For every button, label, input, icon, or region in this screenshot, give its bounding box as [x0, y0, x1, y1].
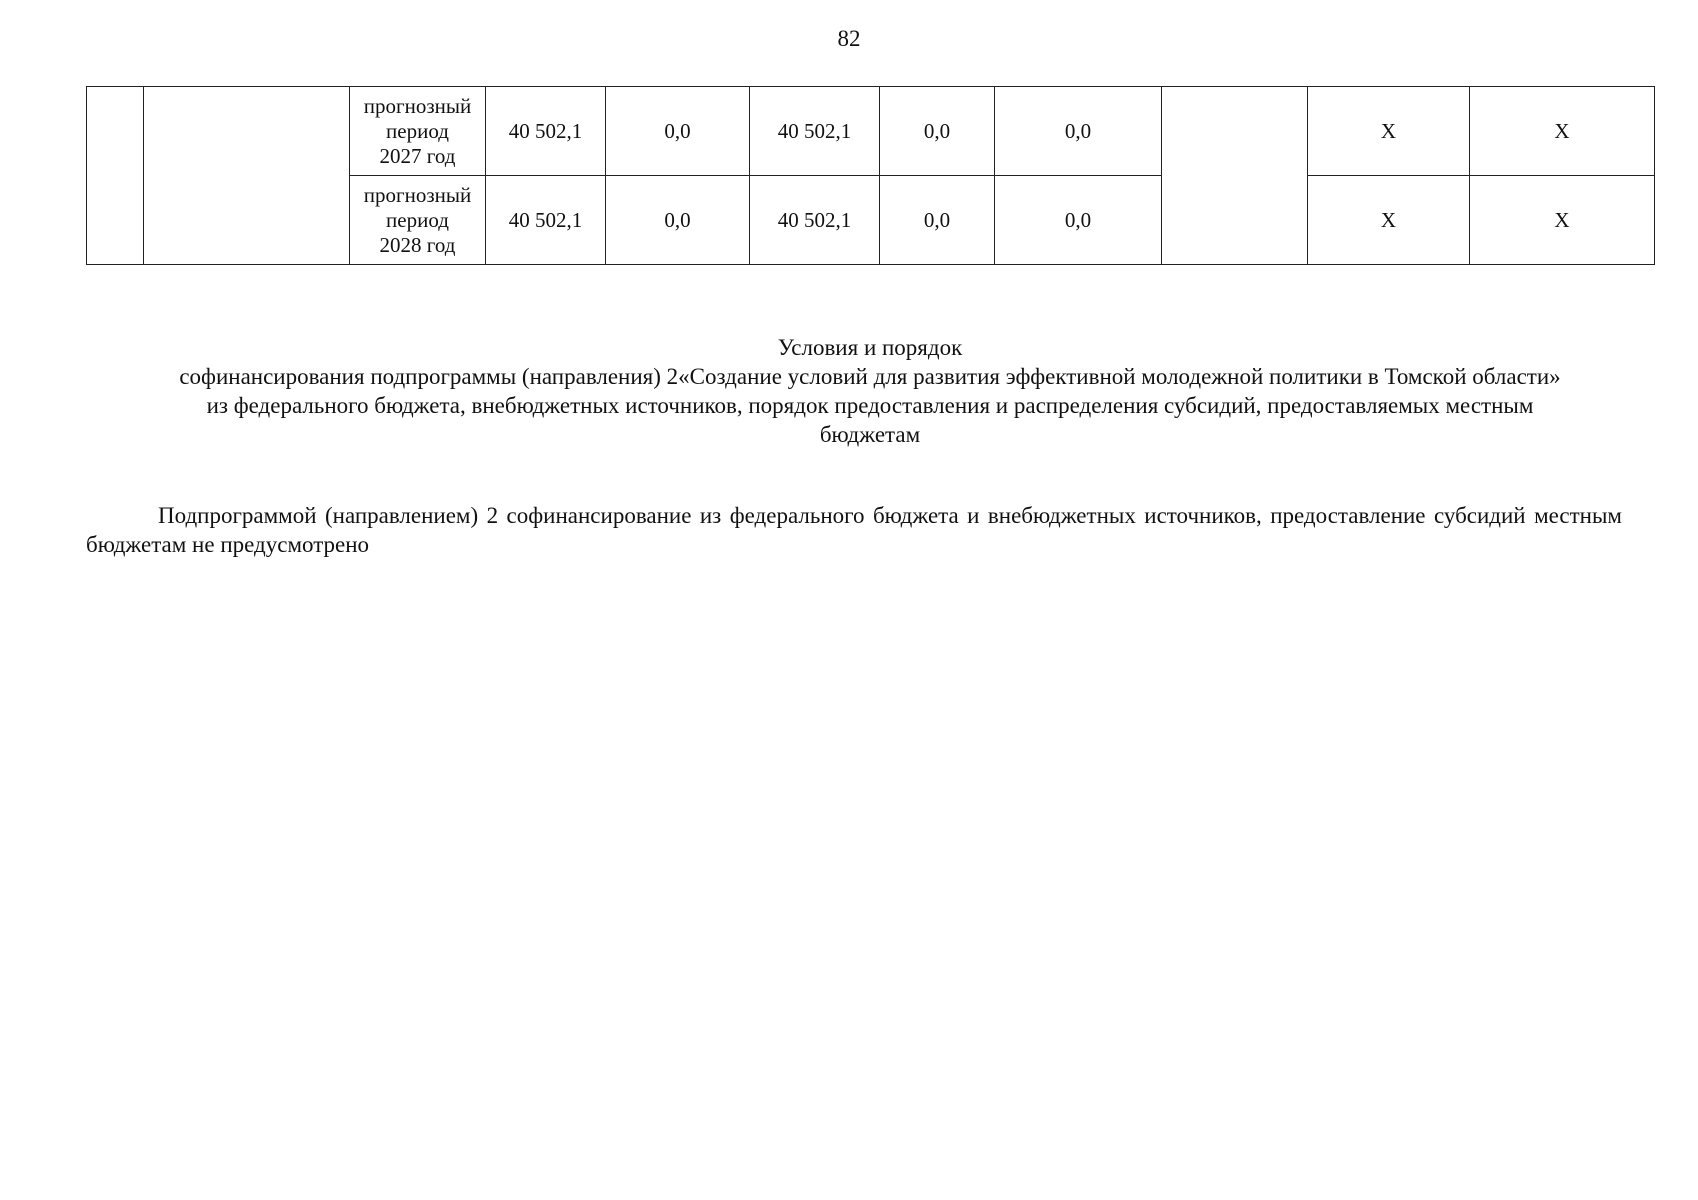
table-cell-mark: X — [1470, 87, 1655, 176]
table-cell-mark: X — [1308, 87, 1470, 176]
table-cell-federal: 0,0 — [606, 176, 750, 265]
period-year: 2028 год — [379, 232, 456, 257]
table-cell-period — [350, 87, 486, 176]
page-number: 82 — [837, 26, 861, 51]
table-cell-local: 0,0 — [880, 87, 995, 176]
table-cell-total: 40 502,1 — [486, 87, 606, 176]
period-year: 2027 год — [379, 143, 456, 168]
funding-table — [86, 86, 1655, 265]
period-label: период — [386, 207, 449, 232]
table-cell-number — [87, 87, 144, 265]
heading-line: из федерального бюджета, внебюджетных источников, порядок предоставления и распределения субсидий, предоставляемых местным — [206, 393, 1534, 418]
period-label: период — [386, 118, 449, 143]
table-cell-regional: 40 502,1 — [750, 87, 880, 176]
table-row — [87, 87, 1655, 176]
table-cell-extrabudget: 0,0 — [995, 176, 1162, 265]
table-cell-local: 0,0 — [880, 176, 995, 265]
table-cell-period — [350, 176, 486, 265]
table-cell-total: 40 502,1 — [486, 176, 606, 265]
heading-line: Условия и порядок — [777, 335, 963, 360]
table-cell-federal: 0,0 — [606, 87, 750, 176]
heading-line: бюджетам — [819, 422, 921, 447]
table-cell-mark: X — [1470, 176, 1655, 265]
table-cell-mark: X — [1308, 176, 1470, 265]
period-label: прогнозный — [363, 93, 472, 118]
section-heading — [86, 333, 1654, 449]
period-label: прогнозный — [363, 182, 472, 207]
table-cell-extrabudget: 0,0 — [995, 87, 1162, 176]
heading-line: софинансирования подпрограммы (направления) 2«Создание условий для развития эффективной молодежной политики в Томской области» — [179, 364, 1561, 389]
table-cell-name — [144, 87, 350, 265]
table-cell-regional: 40 502,1 — [750, 176, 880, 265]
table-cell-executor — [1162, 87, 1308, 265]
body-paragraph: Подпрограммой (направлением) 2 софинансирование из федерального бюджета и внебюджетных источников, предоставление субсидий местным бюджетам не предусмотрено — [86, 503, 1622, 557]
